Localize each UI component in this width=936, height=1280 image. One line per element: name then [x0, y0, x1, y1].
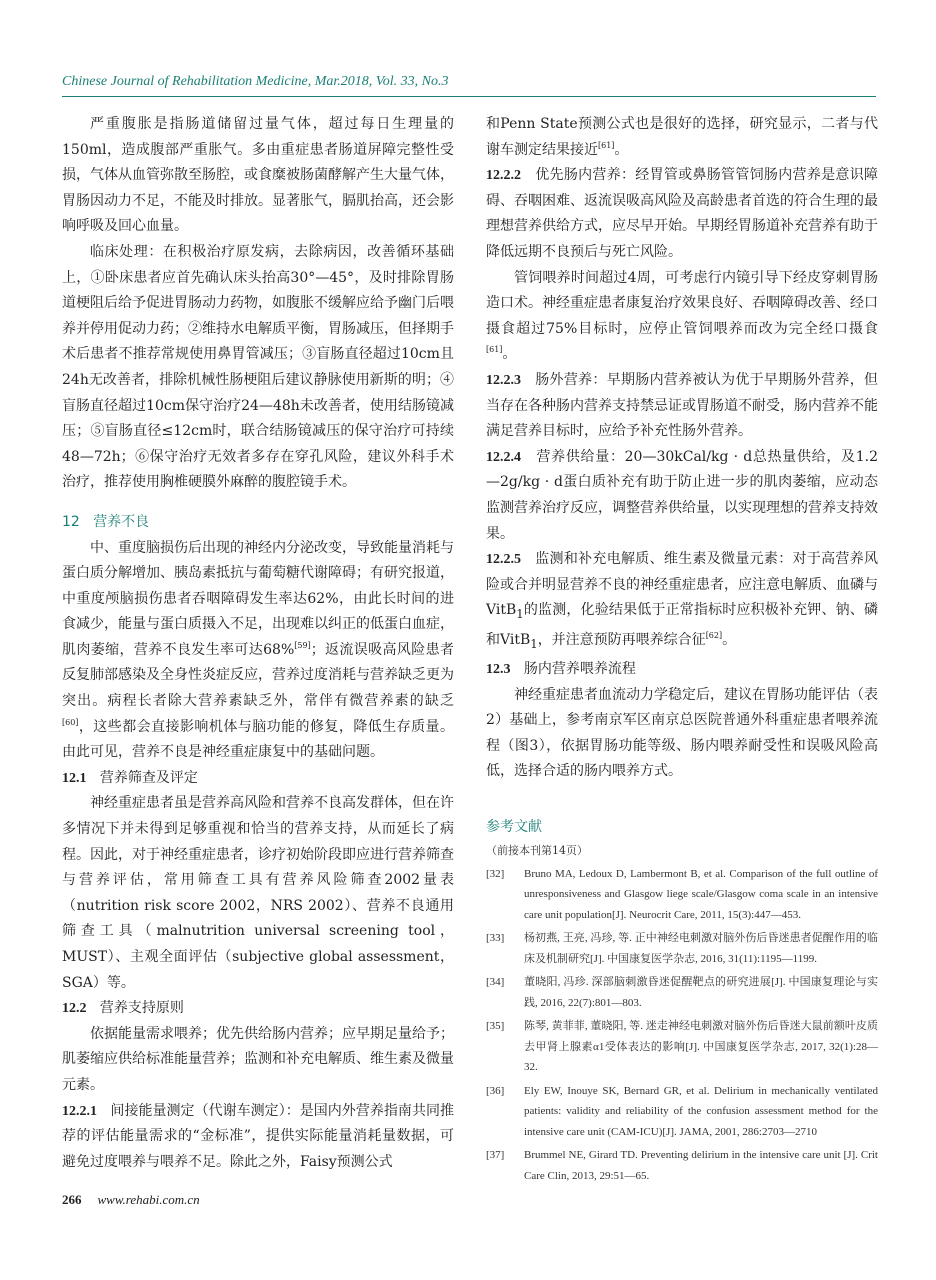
reference-number: [37]: [486, 1149, 505, 1162]
subsection-number: 12.1: [62, 770, 87, 786]
subsection-text: 营养供给量：20—30kCal/kg · d总热量供给，及1.2—2g/kg · d蛋白质补充有助于防止进一步的肌肉萎缩，应动态监测营养治疗反应，调整营养供给量，以实现理想的营养支持效果。: [486, 448, 878, 542]
subsection-12-3-heading: [486, 657, 878, 683]
subsection-number: 12.3: [486, 662, 511, 678]
citation: [60]: [62, 717, 79, 727]
subsection-number: 12.2.4: [486, 449, 521, 465]
reference-item: [486, 864, 878, 926]
section-title: 营养不良: [93, 513, 150, 530]
reference-item: [486, 928, 878, 969]
text-run: 中、重度脑损伤后出现的神经内分泌改变，导致能量消耗与蛋白质分解增加、胰岛素抵抗与葡萄糖代谢障碍；有研究报道，中重度颅脑损伤患者吞咽障碍发生率达62%，由此长时间的进食减少，能量与蛋白质摄入不足，出现难以纠正的低蛋白血症，肌肉萎缩，营养不良发生率可达68%: [62, 539, 454, 658]
citation: [61]: [598, 140, 615, 150]
reference-list: [486, 864, 878, 1187]
reference-item: [486, 1081, 878, 1143]
subsection-12-1-heading: [62, 766, 454, 792]
references-continuation-note: （前接本刊第14页）: [486, 843, 588, 857]
citation: [59]: [294, 640, 311, 650]
subsection-title: 肠内营养喂养流程: [523, 661, 636, 678]
text-run: 和Penn State预测公式也是很好的选择，研究显示，二者与代谢车测定结果接近: [486, 116, 878, 158]
subsection-12-2-4: [486, 445, 878, 547]
subsection-number: 12.2.5: [486, 552, 521, 568]
journal-header: Chinese Journal of Rehabilitation Medicine, Mar.2018, Vol. 33, No.3: [62, 74, 449, 89]
text-run: 。: [502, 346, 517, 363]
right-column: [486, 112, 878, 1186]
text-run: ，并注意预防再喂养综合征: [537, 631, 706, 648]
reference-text: Bruno MA, Ledoux D, Lambermont B, et al. Comparison of the full outline of unresponsiveness and Glasgow liege scale/Glasgow coma scale in an intensive care unit population[J]. Neurocrit Care, 2011, 15(3):447—453.: [524, 867, 878, 921]
subsection-12-2-1: [62, 1099, 454, 1176]
paragraph-malnutrition: [62, 536, 454, 766]
subsection-12-2-5: [486, 547, 878, 657]
subscript: 1: [530, 636, 538, 651]
reference-text: 杨初燕, 王亮, 冯珍, 等. 正中神经电刺激对脑外伤后昏迷患者促醒作用的临床及机制研究[J]. 中国康复医学杂志, 2016, 31(11):1195—1199.: [524, 932, 878, 965]
footer-website: www.rehabi.com.cn: [97, 1192, 200, 1207]
citation: [61]: [486, 345, 503, 355]
text-run: ；返流误吸高风险患者反复肺部感染及全身性炎症反应，营养过度消耗与营养缺乏更为突出。病程长者除大营养素缺乏外，常伴有微营养素的缺乏: [62, 641, 454, 710]
paragraph-screening: 神经重症患者虽是营养高风险和营养不良高发群体，但在许多情况下并未得到足够重视和恰当的营养支持，从而延长了病程。因此，对于神经重症患者，诊疗初始阶段即应进行营养筛查与营养评估，常用筛查工具有营养风险筛查2002量表（nutrition risk score 2002，NRS 2002）、营养不良通用筛查工具（malnutrition universal screening tool，MUST）、主观全面评估（subjective global assessment，SGA）等。: [62, 795, 454, 991]
subsection-text: 肠外营养：早期肠内营养被认为优于早期肠外营养，但当存在各种肠内营养支持禁忌证或胃肠道不耐受，肠内营养不能满足营养目标时，应给予补充性肠外营养。: [486, 371, 878, 440]
reference-number: [35]: [486, 1020, 505, 1033]
subsection-12-2-2: [486, 163, 878, 265]
subsection-number: 12.2: [62, 1001, 87, 1017]
text-run: 的监测，化验结果低于正常指标时应积极补充钾、钠、磷和VitB: [486, 602, 878, 648]
section-number: 12: [62, 513, 80, 530]
text-run: 管饲喂养时间超过4周，可考虑行内镜引导下经皮穿刺胃肠造口术。神经重症患者康复治疗效果良好、吞咽障碍改善、经口摄食超过75%目标时，应停止管饲喂养而改为完全经口摄食: [486, 269, 878, 337]
subsection-12-2-heading: [62, 996, 454, 1022]
header-divider: [62, 96, 876, 97]
text-run: ，这些都会直接影响机体与脑功能的修复，降低生存质量。由此可见，营养不良是神经重症康复中的基础问题。: [62, 718, 454, 761]
paragraph-clinical-management: 临床处理：在积极治疗原发病，去除病因，改善循环基础上，①卧床患者应首先确认床头抬高30°—45°，及时排除胃肠道梗阻后给予促进胃肠动力药物，如腹胀不缓解应给予幽门后喂养并停用促动力药；②维持水电解质平衡，胃肠减压，但择期手术后患者不推荐常规使用鼻胃管减压；③盲肠直径超过10cm且24h无改善者，排除机械性肠梗阻后建议静脉使用新斯的明；④盲肠直径超过10cm保守治疗24—48h未改善者，使用结肠镜减压；⑤盲肠直径≤12cm时，联合结肠镜减压的保守治疗可持续48—72h；⑥保守治疗无效者多存在穿孔风险，建议外科手术治疗，推荐使用胸椎硬膜外麻醉的腹腔镜手术。: [62, 243, 454, 491]
reference-number: [32]: [486, 867, 505, 880]
paragraph-continued: [486, 112, 878, 163]
subsection-text: 间接能量测定（代谢车测定）：是国内外营养指南共同推荐的评估能量需求的“金标准”，提供实际能量消耗量数据，可避免过度喂养与喂养不足。除此之外，Faisy预测公式: [62, 1102, 454, 1170]
text-run: 监测和补充电解质、维生素及微量元素：对于高营养风险或合并明显营养不良的神经重症患者，应注意电解质、血磷与VitB: [486, 551, 878, 619]
paragraph-feeding-process: 神经重症患者血流动力学稳定后，建议在胃肠功能评估（表2）基础上，参考南京军区南京总医院普通外科重症患者喂养流程（图3），依据胃肠功能等级、肠内喂养耐受性和误吸风险高低，选择合适的肠内喂养方式。: [486, 686, 878, 780]
text-run: 。: [722, 631, 737, 648]
subsection-12-2-3: [486, 368, 878, 445]
subsection-number: 12.2.1: [62, 1103, 97, 1119]
subsection-number: 12.2.2: [486, 168, 521, 184]
subsection-number: 12.2.3: [486, 372, 521, 388]
reference-item: [486, 1145, 878, 1186]
subscript: 1: [516, 607, 524, 622]
reference-number: [36]: [486, 1084, 505, 1097]
subsection-title: 营养筛查及评定: [99, 769, 198, 786]
page-footer: [62, 1192, 200, 1208]
reference-number: [34]: [486, 976, 505, 989]
reference-number: [33]: [486, 932, 505, 945]
reference-item: [486, 1016, 878, 1078]
paragraph-bloating: 严重腹胀是指肠道储留过量气体，超过每日生理量的150ml，造成腹部严重胀气。多由重症患者肠道屏障完整性受损，气体从血管弥散至肠腔，或食糜被肠菌酵解产生大量气体，胃肠因动力不足，不能及时排放。显著胀气，膈肌抬高，还会影响呼吸及回心血量。: [62, 116, 454, 235]
left-column: [62, 112, 454, 1175]
paragraph-principles: 依据能量需求喂养；优先供给肠内营养；应早期足量给予；肌萎缩应供给标准能量营养；监测和补充电解质、维生素及微量元素。: [62, 1025, 454, 1093]
reference-text: Brummel NE, Girard TD. Preventing delirium in the intensive care unit [J]. Crit Care Clin, 2013, 29:51—65.: [524, 1149, 878, 1182]
reference-text: 董晓阳, 冯珍. 深部脑刺激昏迷促醒靶点的研究进展[J]. 中国康复理论与实践, 2016, 22(7):801—803.: [524, 976, 878, 1009]
section-12-heading: [62, 510, 454, 536]
paragraph-tube-feeding: [486, 266, 878, 368]
reference-item: [486, 972, 878, 1013]
text-run: 。: [614, 141, 629, 158]
citation: [62]: [705, 630, 723, 640]
reference-text: Ely EW, Inouye SK, Bernard GR, et al. Delirium in mechanically ventilated patients: validity and reliability of the confusion assessment method for the intensive care unit (CAM-ICU)[J]. JAMA, 2001, 286:2703—2710: [524, 1084, 878, 1138]
page-number: 266: [62, 1192, 82, 1207]
references-heading: 参考文献: [486, 819, 542, 836]
reference-text: 陈琴, 黄菲菲, 董晓阳, 等. 迷走神经电刺激对脑外伤后昏迷大鼠前额叶皮质去甲肾上腺素α1受体表达的影响[J]. 中国康复医学杂志, 2017, 32(1):28—32.: [524, 1020, 878, 1074]
subsection-title: 营养支持原则: [99, 1000, 184, 1017]
subsection-text: 优先肠内营养：经胃管或鼻肠管管饲肠内营养是意识障碍、吞咽困难、返流误吸高风险及高龄患者首选的符合生理的最理想营养供给方式，应尽早开始。早期经胃肠道补充营养有助于降低远期不良预后与死亡风险。: [486, 167, 878, 260]
